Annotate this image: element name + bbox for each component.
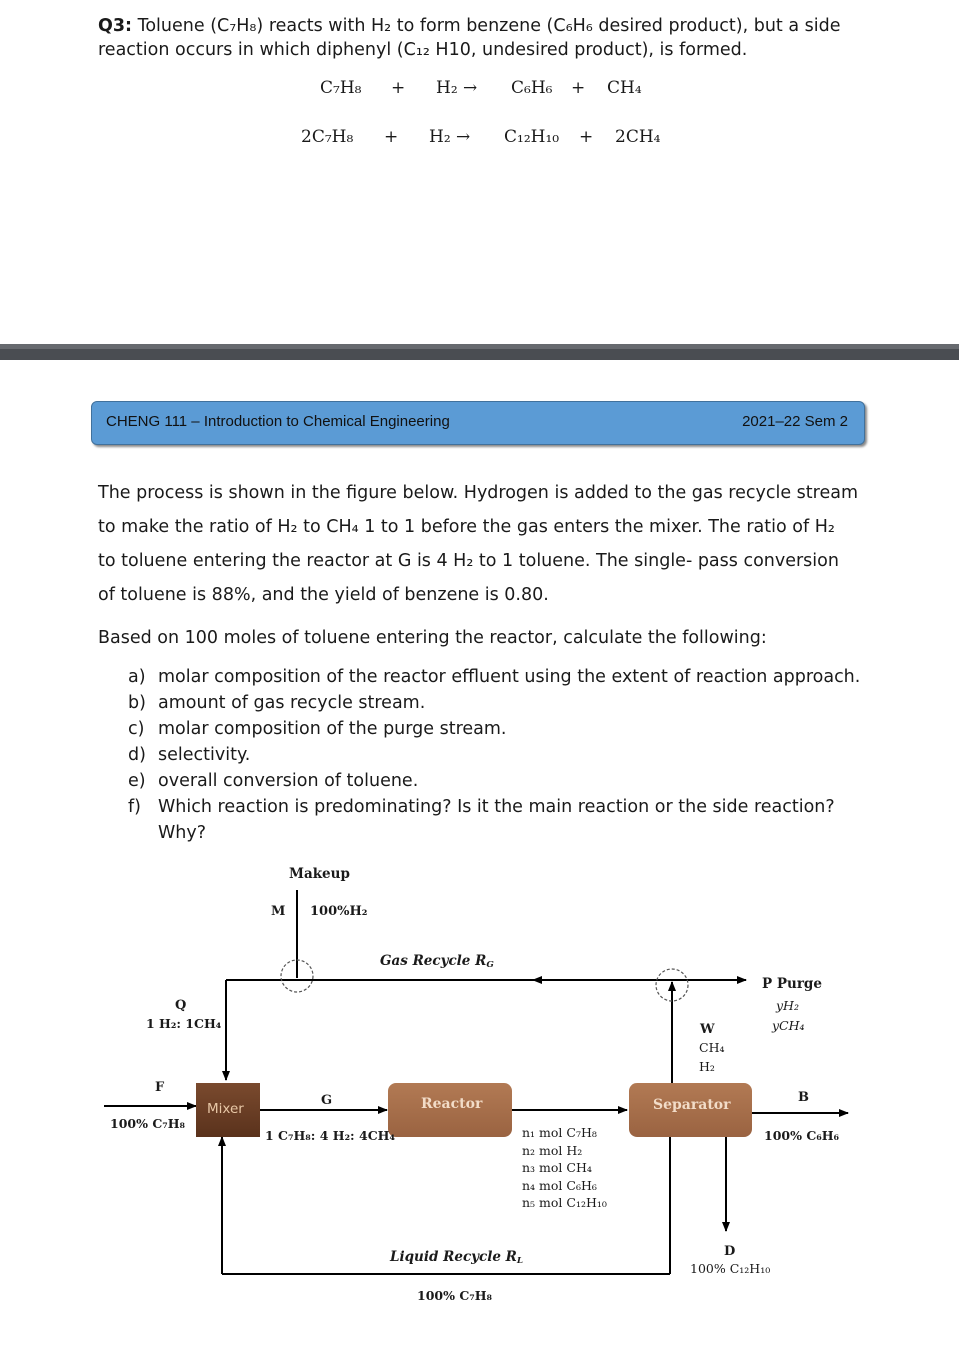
effluent-n2: n₂ mol H₂ [522,1142,583,1158]
list-item: e) overall conversion of toluene. [128,771,419,791]
purge-y-ch4: yCH₄ [772,1018,805,1033]
equation-2 [0,127,959,153]
eq2-product2: 2CH₄ [615,127,661,147]
eq1-reactant2: H₂ → [436,78,478,98]
b-stream-label: B [798,1090,809,1105]
eq1-reactant1: C₇H₈ [320,78,362,98]
effluent-n1: n₁ mol C₇H₈ [522,1125,597,1140]
liquid-recycle-composition: 100% C₇H₈ [417,1288,493,1303]
eq1-product1: C₆H₆ [511,78,553,98]
g-stream-label: G [321,1093,333,1108]
effluent-n3: n₃ mol CH₄ [522,1160,592,1175]
description-line-4: of toluene is 88%, and the yield of benzene is 0.80. [98,585,549,605]
mixer-box [196,1083,260,1137]
description-line-3: to toluene entering the reactor at G is 4 H₂ to 1 toluene. The single- pass conversion [98,551,839,571]
eq2-reactant2: H₂ → [429,127,471,147]
question-line-1: Q3: Toluene (C₇H₈) reacts with H₂ to form benzene (C₆H₆ desired product), but a side [98,16,841,36]
question-label: Q3: [98,16,133,36]
w-stream-label: W [700,1022,715,1037]
q-stream-label: Q [175,998,187,1013]
eq2-plus1: + [384,127,399,147]
list-item: d) selectivity. [128,745,251,765]
list-item: f) Which reaction is predominating? Is it the main reaction or the side reaction? Why? [128,797,835,843]
g-composition: 1 C₇H₈: 4 H₂: 4CH₄ [265,1128,395,1143]
effluent-n5: n₅ mol C₁₂H₁₀ [522,1195,607,1210]
equation-1 [0,78,959,104]
makeup-title: Makeup [289,866,350,882]
description-line-1: The process is shown in the figure below. Hydrogen is added to the gas recycle stream [98,483,858,503]
purge-title: P Purge [762,976,822,992]
process-flow-diagram [0,860,959,1320]
list-item: a) molar composition of the reactor effluent using the extent of reaction approach. [128,667,861,687]
reactor-box [388,1083,512,1137]
list-item: b) amount of gas recycle stream. [128,693,426,713]
gas-recycle-label: Gas Recycle $R_G$ [380,953,494,971]
feed-stream-label: F [155,1080,165,1095]
q-composition: 1 H₂: 1CH₄ [146,1016,222,1031]
eq1-plus2: + [571,78,586,98]
course-term: 2021–22 Sem 2 [742,413,848,430]
purge-y-h2: yH₂ [776,998,799,1013]
feed-composition: 100% C₇H₈ [110,1116,186,1131]
separator-label: Separator [653,1097,731,1113]
description-line-2: to make the ratio of H₂ to CH₄ 1 to 1 before the gas enters the mixer. The ratio of H₂ [98,517,835,537]
question-line-2: reaction occurs in which diphenyl (C₁₂ H10, undesired product), is formed. [98,40,748,60]
task-list [128,664,868,846]
b-composition: 100% C₆H₆ [764,1128,840,1143]
list-item: c) molar composition of the purge stream. [128,719,507,739]
liquid-recycle-label: Liquid Recycle $R_L$ [390,1249,524,1267]
makeup-composition: 100%H₂ [310,904,368,919]
basis-statement: Based on 100 moles of toluene entering the reactor, calculate the following: [98,628,767,648]
process-description [98,476,868,612]
separator-box [629,1083,752,1137]
d-stream-label: D [724,1244,736,1259]
eq1-product2: CH₄ [607,78,642,98]
question-text [98,14,898,62]
eq1-plus1: + [391,78,406,98]
w-composition-h2: H₂ [699,1059,715,1074]
course-title: CHENG 111 – Introduction to Chemical Engineering [106,413,450,430]
effluent-n4: n₄ mol C₆H₆ [522,1177,597,1193]
course-header-banner [91,401,865,445]
makeup-stream-label: M [271,904,286,919]
w-composition-ch4: CH₄ [699,1040,725,1055]
reactor-label: Reactor [421,1096,483,1112]
eq2-reactant1: 2C₇H₈ [301,127,354,147]
eq2-product1: C₁₂H₁₀ [504,127,560,147]
page-separator-highlight [0,344,959,349]
d-composition: 100% C₁₂H₁₀ [690,1261,771,1276]
mixer-label: Mixer [207,1101,244,1117]
eq2-plus2: + [579,127,594,147]
